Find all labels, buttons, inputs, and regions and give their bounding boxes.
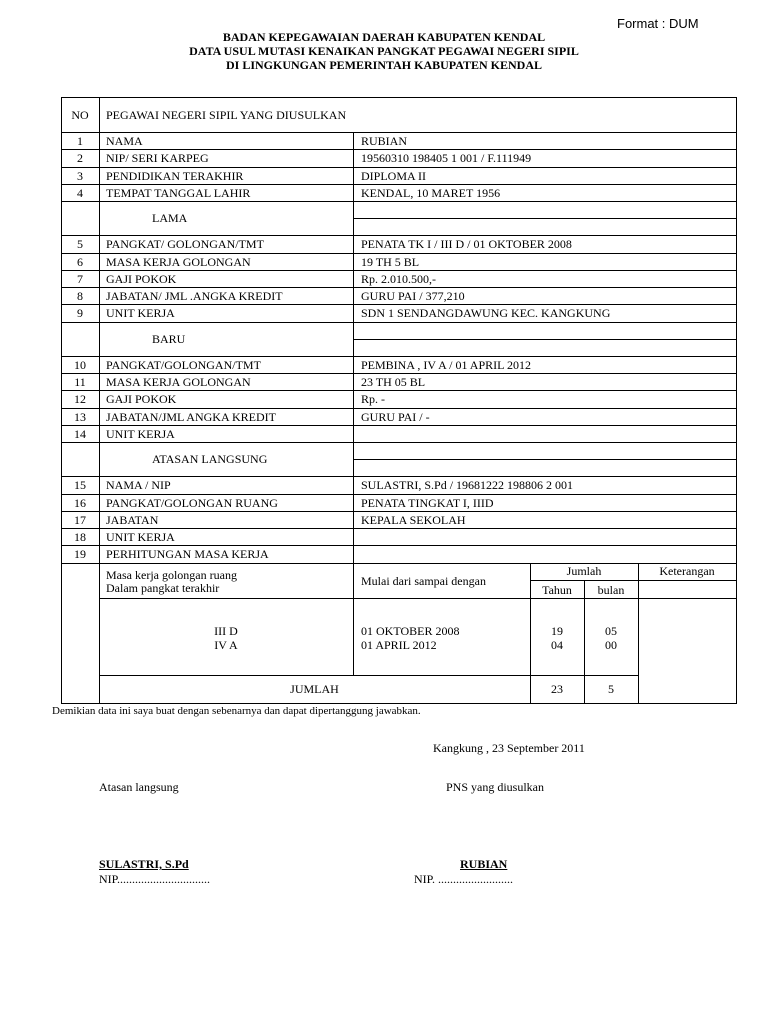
row-label: MASA KERJA GOLONGAN [106, 254, 251, 269]
right-signer-name: RUBIAN [460, 857, 508, 871]
row-no: 4 [77, 185, 83, 200]
row-no: 14 [74, 426, 86, 441]
header-line-3: DI LINGKUNGAN PEMERINTAH KABUPATEN KENDAL [225, 58, 543, 72]
row-no: 17 [74, 512, 86, 527]
row-label: MASA KERJA GOLONGAN [106, 375, 251, 389]
row-label: GAJI POKOK [106, 271, 177, 286]
total-tahun: 23 [551, 682, 563, 696]
mk-mulai-divider [353, 563, 354, 675]
row-value: SDN 1 SENDANGDAWUNG KEC. KANGKUNG [361, 306, 611, 321]
header-line-1: BADAN KEPEGAWAIAN DAERAH KABUPATEN KENDAL [222, 30, 546, 44]
row-value: RUBIAN [361, 134, 408, 148]
no-column-divider [99, 97, 100, 704]
row-label: UNIT KERJA [106, 530, 175, 545]
table-hline [61, 287, 736, 288]
row-value: 23 TH 05 BL [361, 375, 426, 389]
table-bottom-border [61, 703, 736, 704]
row-value: 19 TH 5 BL [361, 254, 420, 269]
row-no: 10 [74, 357, 86, 372]
table-top-border [61, 97, 736, 98]
table-hline [99, 598, 736, 599]
table-hline [61, 201, 736, 202]
row-value: Rp. - [361, 392, 385, 407]
row-no: 3 [77, 168, 83, 183]
row-value: KEPALA SEKOLAH [361, 512, 466, 527]
row-value: PENATA TINGKAT I, IIID [361, 495, 494, 510]
row-value: GURU PAI / - [361, 409, 430, 424]
mk-jumlah-header: Jumlah [566, 564, 602, 578]
row-label: NAMA / NIP [106, 478, 171, 493]
row-label: PANGKAT/GOLONGAN/TMT [106, 357, 261, 372]
table-hline [61, 149, 736, 150]
row-no: 8 [77, 289, 83, 304]
table-hline [99, 675, 638, 676]
row-value: PENATA TK I / III D / 01 OKTOBER 2008 [361, 237, 572, 252]
format-label: Format : DUM [617, 16, 699, 31]
row-value: GURU PAI / 377,210 [361, 289, 465, 304]
row-label: UNIT KERJA [106, 306, 175, 321]
table-hline [61, 373, 736, 374]
mk-label-1: Masa kerja golongan ruang [106, 568, 237, 582]
table-hline [61, 235, 736, 236]
table-hline [61, 442, 736, 443]
row-label: JABATAN/ JML .ANGKA KREDIT [106, 289, 283, 304]
mk-tahun: 04 [551, 638, 563, 652]
row-no: 13 [74, 409, 86, 424]
row-no: 1 [77, 134, 83, 148]
mk-golongan: III D [214, 624, 238, 638]
row-label: NIP/ SERI KARPEG [106, 151, 209, 166]
table-hline [353, 459, 736, 460]
table-hline [61, 425, 736, 426]
mk-bulan: 00 [605, 638, 617, 652]
table-hline [638, 580, 736, 581]
row-no: 9 [77, 306, 83, 321]
table-hline [61, 476, 736, 477]
row-value: KENDAL, 10 MARET 1956 [361, 185, 501, 200]
row-no: 5 [77, 237, 83, 252]
row-value: 19560310 198405 1 001 / F.111949 [361, 151, 532, 166]
section-lama: LAMA [152, 211, 188, 226]
table-hline [353, 218, 736, 219]
mk-bulan-header: bulan [597, 583, 625, 597]
row-value: Rp. 2.010.500,- [361, 271, 436, 286]
total-bulan: 5 [608, 682, 614, 696]
row-label: GAJI POKOK [106, 392, 177, 407]
table-hline [353, 339, 736, 340]
row-value: PEMBINA , IV A / 01 APRIL 2012 [361, 357, 532, 372]
row-value: SULASTRI, S.Pd / 19681222 198806 2 001 [361, 478, 574, 493]
table-hline [61, 304, 736, 305]
row-label: UNIT KERJA [106, 426, 175, 441]
mk-mulai: 01 OKTOBER 2008 [361, 624, 460, 638]
col-title-header: PEGAWAI NEGERI SIPIL YANG DIUSULKAN [106, 108, 347, 122]
row-no: 11 [74, 375, 86, 389]
mk-keterangan-header: Keterangan [659, 564, 715, 578]
row-label: NAMA [106, 134, 143, 148]
table-right-border [736, 97, 737, 704]
row-no: 16 [74, 495, 86, 510]
row-label: PANGKAT/ GOLONGAN/TMT [106, 237, 264, 252]
place-date: Kangkung , 23 September 2011 [433, 741, 585, 755]
right-signer-nip: NIP. ......................... [414, 872, 514, 886]
table-hline [61, 528, 736, 529]
table-hline [61, 184, 736, 185]
mk-golongan: IV A [214, 638, 238, 652]
table-hline [61, 545, 736, 546]
row-no: 12 [74, 392, 86, 407]
table-hline [61, 132, 736, 133]
statement-text: Demikian data ini saya buat dengan sebenarnya dan dapat dipertanggung jawabkan. [52, 705, 421, 717]
mk-label-2: Dalam pangkat terakhir [106, 581, 220, 595]
value-column-divider [353, 132, 354, 563]
left-signer-role: Atasan langsung [99, 780, 179, 794]
section-atasan: ATASAN LANGSUNG [152, 452, 268, 467]
row-label: PENDIDIKAN TERAKHIR [106, 168, 244, 183]
mk-tahun: 19 [551, 624, 563, 638]
left-signer-name: SULASTRI, S.Pd [99, 857, 189, 871]
mk-mulai: 01 APRIL 2012 [361, 638, 437, 652]
mk-keterangan-left [638, 563, 639, 704]
right-signer-role: PNS yang diusulkan [446, 780, 545, 794]
row-no: 6 [77, 254, 83, 269]
total-label: JUMLAH [290, 682, 339, 696]
row-label: PERHITUNGAN MASA KERJA [106, 547, 269, 562]
row-label: JABATAN/JML ANGKA KREDIT [106, 409, 276, 424]
row-label: PANGKAT/GOLONGAN RUANG [106, 495, 278, 510]
col-no-header: NO [71, 108, 89, 122]
row-no: 15 [74, 478, 86, 493]
row-no: 2 [77, 151, 83, 166]
row-no: 18 [74, 530, 86, 545]
row-no: 19 [74, 547, 86, 562]
row-label: TEMPAT TANGGAL LAHIR [106, 185, 251, 200]
header-line-2: DATA USUL MUTASI KENAIKAN PANGKAT PEGAWAI NEGERI SIPIL [189, 44, 579, 58]
row-label: JABATAN [106, 512, 159, 527]
mk-tahun-header: Tahun [542, 583, 572, 597]
row-no: 7 [77, 271, 83, 286]
mk-mulai-header: Mulai dari sampai dengan [361, 574, 486, 588]
left-signer-nip: NIP............................... [99, 872, 211, 886]
section-baru: BARU [152, 331, 186, 346]
row-value: DIPLOMA II [361, 168, 426, 183]
mk-bulan: 05 [605, 624, 617, 638]
table-hline [61, 322, 736, 323]
table-hline [61, 390, 736, 391]
